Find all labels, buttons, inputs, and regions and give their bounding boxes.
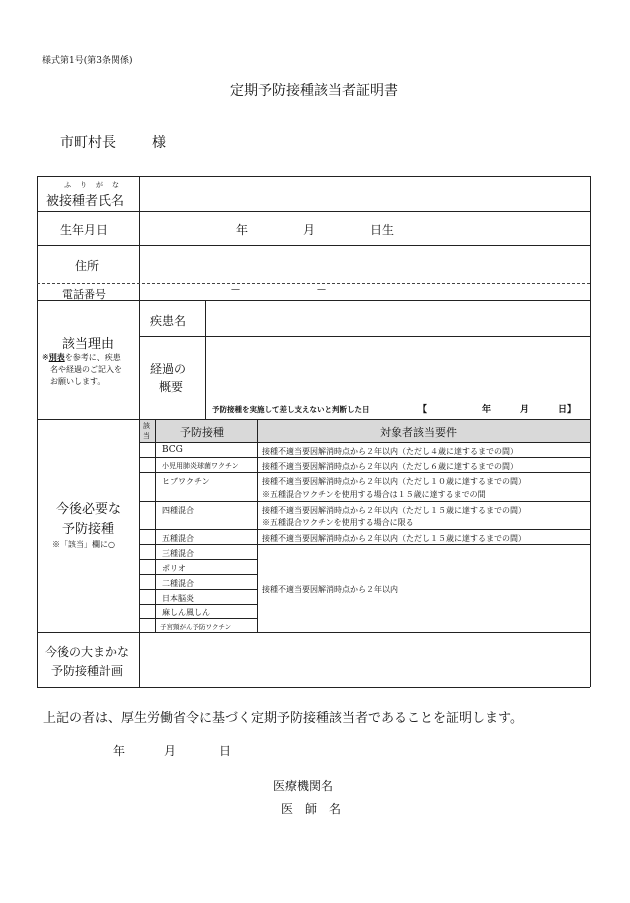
- name-label: 被接種者氏名: [46, 194, 125, 209]
- judgement-month: 月: [520, 405, 530, 415]
- date-month: 月: [164, 744, 177, 758]
- reason-note-line2: 名や経過のご記入を: [50, 365, 122, 374]
- requirement-text: 接種不適当要因解消時点から２年以内（ただし１０歳に達するまでの間）: [262, 477, 526, 486]
- check-header-2: 当: [143, 432, 150, 440]
- vaccine-name: 子宮頸がん予防ワクチン: [160, 623, 232, 631]
- judgement-day: 日】: [558, 405, 577, 415]
- birth-month: 月: [303, 223, 316, 237]
- vaccine-name: 五種混合: [162, 534, 194, 543]
- requirement-text: ※五種混合ワクチンを使用する場合に限る: [262, 518, 414, 527]
- vaccine-name: 日本脳炎: [162, 594, 194, 603]
- page-title: 定期予防接種該当者証明書: [230, 83, 398, 99]
- disease-label: 疾患名: [150, 314, 187, 328]
- required-note: ※「該当」欄に○: [52, 540, 115, 549]
- date-day: 日: [219, 744, 232, 758]
- plan-label-1: 今後の大まかな: [45, 645, 130, 659]
- judgement-year: 年: [482, 405, 492, 415]
- date-year: 年: [113, 744, 126, 758]
- vaccine-name: BCG: [162, 445, 183, 455]
- requirement-text: 接種不適当要因解消時点から２年以内（ただし１５歳に達するまでの間）: [262, 506, 526, 515]
- address-label: 住所: [75, 259, 100, 273]
- addressee-honorific: 様: [152, 135, 166, 151]
- name-ruby: ふ り が な: [64, 181, 120, 189]
- reason-note-line3: お願いします。: [50, 377, 106, 386]
- requirement-text: 接種不適当要因解消時点から２年以内（ただし４歳に達するまでの間）: [262, 447, 518, 456]
- reason-note-bold: 別表: [48, 352, 65, 362]
- vaccine-name: 二種混合: [162, 579, 194, 588]
- phone-separator-2: —: [317, 285, 326, 295]
- requirement-text: 接種不適当要因解消時点から２年以内: [262, 585, 398, 594]
- doctor-label: 医 師 名: [281, 802, 342, 816]
- vaccine-name: ポリオ: [162, 564, 186, 573]
- reason-note-line1: ※別表を参考に、疾患: [42, 352, 121, 362]
- requirement-text: ※五種混合ワクチンを使用する場合は１５歳に達するまでの間: [262, 490, 486, 499]
- required-label-1: 今後必要な: [56, 502, 122, 517]
- certify-text: 上記の者は、厚生労働省令に基づく定期予防接種該当者であることを証明します。: [43, 711, 523, 726]
- reason-label: 該当理由: [62, 337, 115, 352]
- birth-label: 生年月日: [60, 223, 109, 237]
- vaccine-name: 四種混合: [162, 506, 194, 515]
- vaccine-name: 三種混合: [162, 549, 194, 558]
- phone-label: 電話番号: [62, 288, 106, 301]
- addressee-name: 市町村長: [60, 135, 116, 151]
- vaccine-header: 予防接種: [180, 426, 224, 439]
- birth-year: 年: [236, 223, 249, 237]
- plan-label-2: 予防接種計画: [51, 664, 124, 678]
- course-label-1: 経過の: [150, 362, 187, 376]
- judgement-text: 予防接種を実施して差し支えないと判断した日: [212, 405, 370, 414]
- required-label-2: 予防接種: [62, 522, 115, 537]
- requirement-header: 対象者該当要件: [380, 426, 457, 439]
- form-number: 様式第1号(第3条関係): [42, 56, 133, 66]
- vaccine-name: ヒブワクチン: [162, 477, 210, 486]
- requirement-text: 接種不適当要因解消時点から２年以内（ただし１５歳に達するまでの間）: [262, 534, 526, 543]
- judgement-bracket: 【: [418, 405, 428, 415]
- vaccine-name: 小児用肺炎球菌ワクチン: [162, 462, 239, 470]
- check-header-1: 該: [143, 422, 150, 430]
- birth-day: 日生: [370, 223, 395, 237]
- course-label-2: 概要: [159, 380, 184, 394]
- requirement-text: 接種不適当要因解消時点から２年以内（ただし６歳に達するまでの間）: [262, 462, 518, 471]
- institution-label: 医療機関名: [273, 779, 334, 793]
- phone-separator-1: —: [231, 285, 240, 295]
- vaccine-name: 麻しん風しん: [162, 608, 210, 617]
